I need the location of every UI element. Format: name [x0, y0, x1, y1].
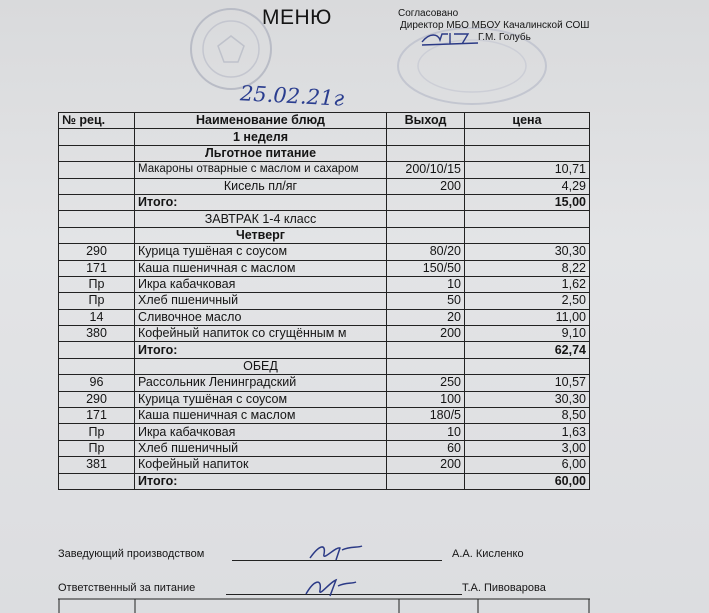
table-row: [59, 326, 590, 342]
header-dish-name: Наименование блюд: [135, 113, 387, 129]
cell-recipe-number: Пр: [59, 424, 135, 440]
table-row: [59, 309, 590, 325]
cell-total-label: Итого:: [135, 194, 387, 210]
cell-portion: 80/20: [387, 244, 465, 260]
cell-total-label: Итого:: [135, 342, 387, 358]
cell-portion: 180/5: [387, 408, 465, 424]
cell-portion: [387, 194, 465, 210]
cell-price: 1,63: [465, 424, 590, 440]
cell-recipe-number: 381: [59, 457, 135, 473]
approval-position: Директор МБО МБОУ Качалинской СОШ: [400, 20, 590, 31]
cell-dish-name: Курица тушёная с соусом: [135, 244, 387, 260]
cell-price: 8,22: [465, 260, 590, 276]
cell-dish-name: Сливочное масло: [135, 309, 387, 325]
cell-dish-name: Кофейный напиток: [135, 457, 387, 473]
cell-price: 3,00: [465, 440, 590, 456]
cell-recipe-number: [59, 473, 135, 489]
table-row: [59, 391, 590, 407]
cell-dish-name: Курица тушёная с соусом: [135, 391, 387, 407]
cell-portion: 200: [387, 457, 465, 473]
cell-price: 8,50: [465, 408, 590, 424]
cell-recipe-number: [59, 211, 135, 227]
cell-dish-name: Каша пшеничная с маслом: [135, 408, 387, 424]
cell-recipe-number: 380: [59, 326, 135, 342]
cell-recipe-number: [59, 178, 135, 194]
cell-recipe-number: [59, 129, 135, 145]
director-signature-icon: [420, 30, 480, 48]
cell-portion: 200: [387, 326, 465, 342]
cell-price: 30,30: [465, 244, 590, 260]
cell-portion: 100: [387, 391, 465, 407]
cell-recipe-number: Пр: [59, 276, 135, 292]
cell-portion: 10: [387, 276, 465, 292]
cell-section-title: Льготное питание: [135, 145, 387, 161]
header-recipe-number: № рец.: [59, 113, 135, 129]
cell-portion: 10: [387, 424, 465, 440]
responsible-label: Ответственный за питание: [58, 582, 196, 594]
cell-portion: 150/50: [387, 260, 465, 276]
table-row: [59, 342, 590, 358]
cell-price: 9,10: [465, 326, 590, 342]
menu-table-body: [59, 113, 590, 490]
table-row: [59, 457, 590, 473]
cell-portion: 200/10/15: [387, 162, 465, 178]
table-row: [59, 424, 590, 440]
cell-dish-name: Кисель пл/яг: [135, 178, 387, 194]
cell-dish-name: Хлеб пшеничный: [135, 440, 387, 456]
cell-recipe-number: Пр: [59, 293, 135, 309]
cell-dish-name: Макароны отварные с маслом и сахаром: [135, 162, 387, 178]
cell-dish-name: Кофейный напиток со сгущённым м: [135, 326, 387, 342]
cell-price: [465, 358, 590, 374]
table-row: [59, 244, 590, 260]
cell-section-title: ЗАВТРАК 1-4 класс: [135, 211, 387, 227]
cell-recipe-number: 14: [59, 309, 135, 325]
cell-portion: [387, 227, 465, 243]
table-row: [59, 408, 590, 424]
responsible-name: Т.А. Пивоварова: [462, 582, 546, 594]
cell-price: [465, 145, 590, 161]
cell-recipe-number: [59, 194, 135, 210]
table-row: [59, 145, 590, 161]
cell-recipe-number: 171: [59, 260, 135, 276]
cell-total-price: 15,00: [465, 194, 590, 210]
cell-recipe-number: [59, 227, 135, 243]
cell-price: [465, 227, 590, 243]
menu-table: [58, 112, 590, 490]
table-row: [59, 473, 590, 489]
table-fragment-bottom: [58, 598, 590, 613]
table-row: [59, 260, 590, 276]
cell-price: [465, 211, 590, 227]
table-row: [59, 178, 590, 194]
manager-label: Заведующий производством: [58, 548, 205, 560]
cell-section-title: 1 неделя: [135, 129, 387, 145]
cell-portion: [387, 211, 465, 227]
cell-portion: 60: [387, 440, 465, 456]
cell-recipe-number: 290: [59, 391, 135, 407]
table-row: [59, 293, 590, 309]
cell-dish-name: Каша пшеничная с маслом: [135, 260, 387, 276]
cell-recipe-number: [59, 358, 135, 374]
cell-portion: 20: [387, 309, 465, 325]
cell-section-title: ОБЕД: [135, 358, 387, 374]
cell-price: 10,57: [465, 375, 590, 391]
cell-section-title: Четверг: [135, 227, 387, 243]
cell-recipe-number: [59, 342, 135, 358]
cell-recipe-number: Пр: [59, 440, 135, 456]
cell-total-price: 60,00: [465, 473, 590, 489]
cell-portion: [387, 129, 465, 145]
cell-dish-name: Икра кабачковая: [135, 424, 387, 440]
table-row: [59, 194, 590, 210]
cell-price: 10,71: [465, 162, 590, 178]
cell-dish-name: Рассольник Ленинградский: [135, 375, 387, 391]
table-row: [59, 162, 590, 178]
table-row: [59, 375, 590, 391]
table-row: [59, 276, 590, 292]
handwritten-date: 25.02.21г: [239, 81, 345, 111]
table-row: [59, 129, 590, 145]
cell-dish-name: Икра кабачковая: [135, 276, 387, 292]
cell-recipe-number: 171: [59, 408, 135, 424]
page-title: МЕНЮ: [262, 6, 332, 29]
cell-price: 2,50: [465, 293, 590, 309]
cell-recipe-number: [59, 145, 135, 161]
cell-recipe-number: [59, 162, 135, 178]
cell-portion: [387, 358, 465, 374]
responsible-signature-icon: [300, 574, 360, 600]
table-row: [59, 440, 590, 456]
manager-signature-icon: [306, 540, 366, 564]
table-row: [59, 358, 590, 374]
cell-recipe-number: 96: [59, 375, 135, 391]
cell-dish-name: Хлеб пшеничный: [135, 293, 387, 309]
cell-recipe-number: 290: [59, 244, 135, 260]
header-portion: Выход: [387, 113, 465, 129]
cell-price: 4,29: [465, 178, 590, 194]
cell-price: 11,00: [465, 309, 590, 325]
table-header-row: [59, 113, 590, 129]
cell-portion: 200: [387, 178, 465, 194]
table-row: [59, 211, 590, 227]
cell-price: 30,30: [465, 391, 590, 407]
approval-signer: Г.М. Голубь: [478, 32, 531, 43]
cell-price: [465, 129, 590, 145]
cell-portion: 250: [387, 375, 465, 391]
cell-total-label: Итого:: [135, 473, 387, 489]
cell-portion: [387, 473, 465, 489]
manager-name: А.А. Кисленко: [452, 548, 524, 560]
approval-heading: Согласовано: [398, 8, 459, 19]
table-row: [59, 227, 590, 243]
cell-portion: [387, 342, 465, 358]
cell-price: 1,62: [465, 276, 590, 292]
header-price: цена: [465, 113, 590, 129]
cell-price: 6,00: [465, 457, 590, 473]
cell-total-price: 62,74: [465, 342, 590, 358]
cell-portion: 50: [387, 293, 465, 309]
cell-portion: [387, 145, 465, 161]
